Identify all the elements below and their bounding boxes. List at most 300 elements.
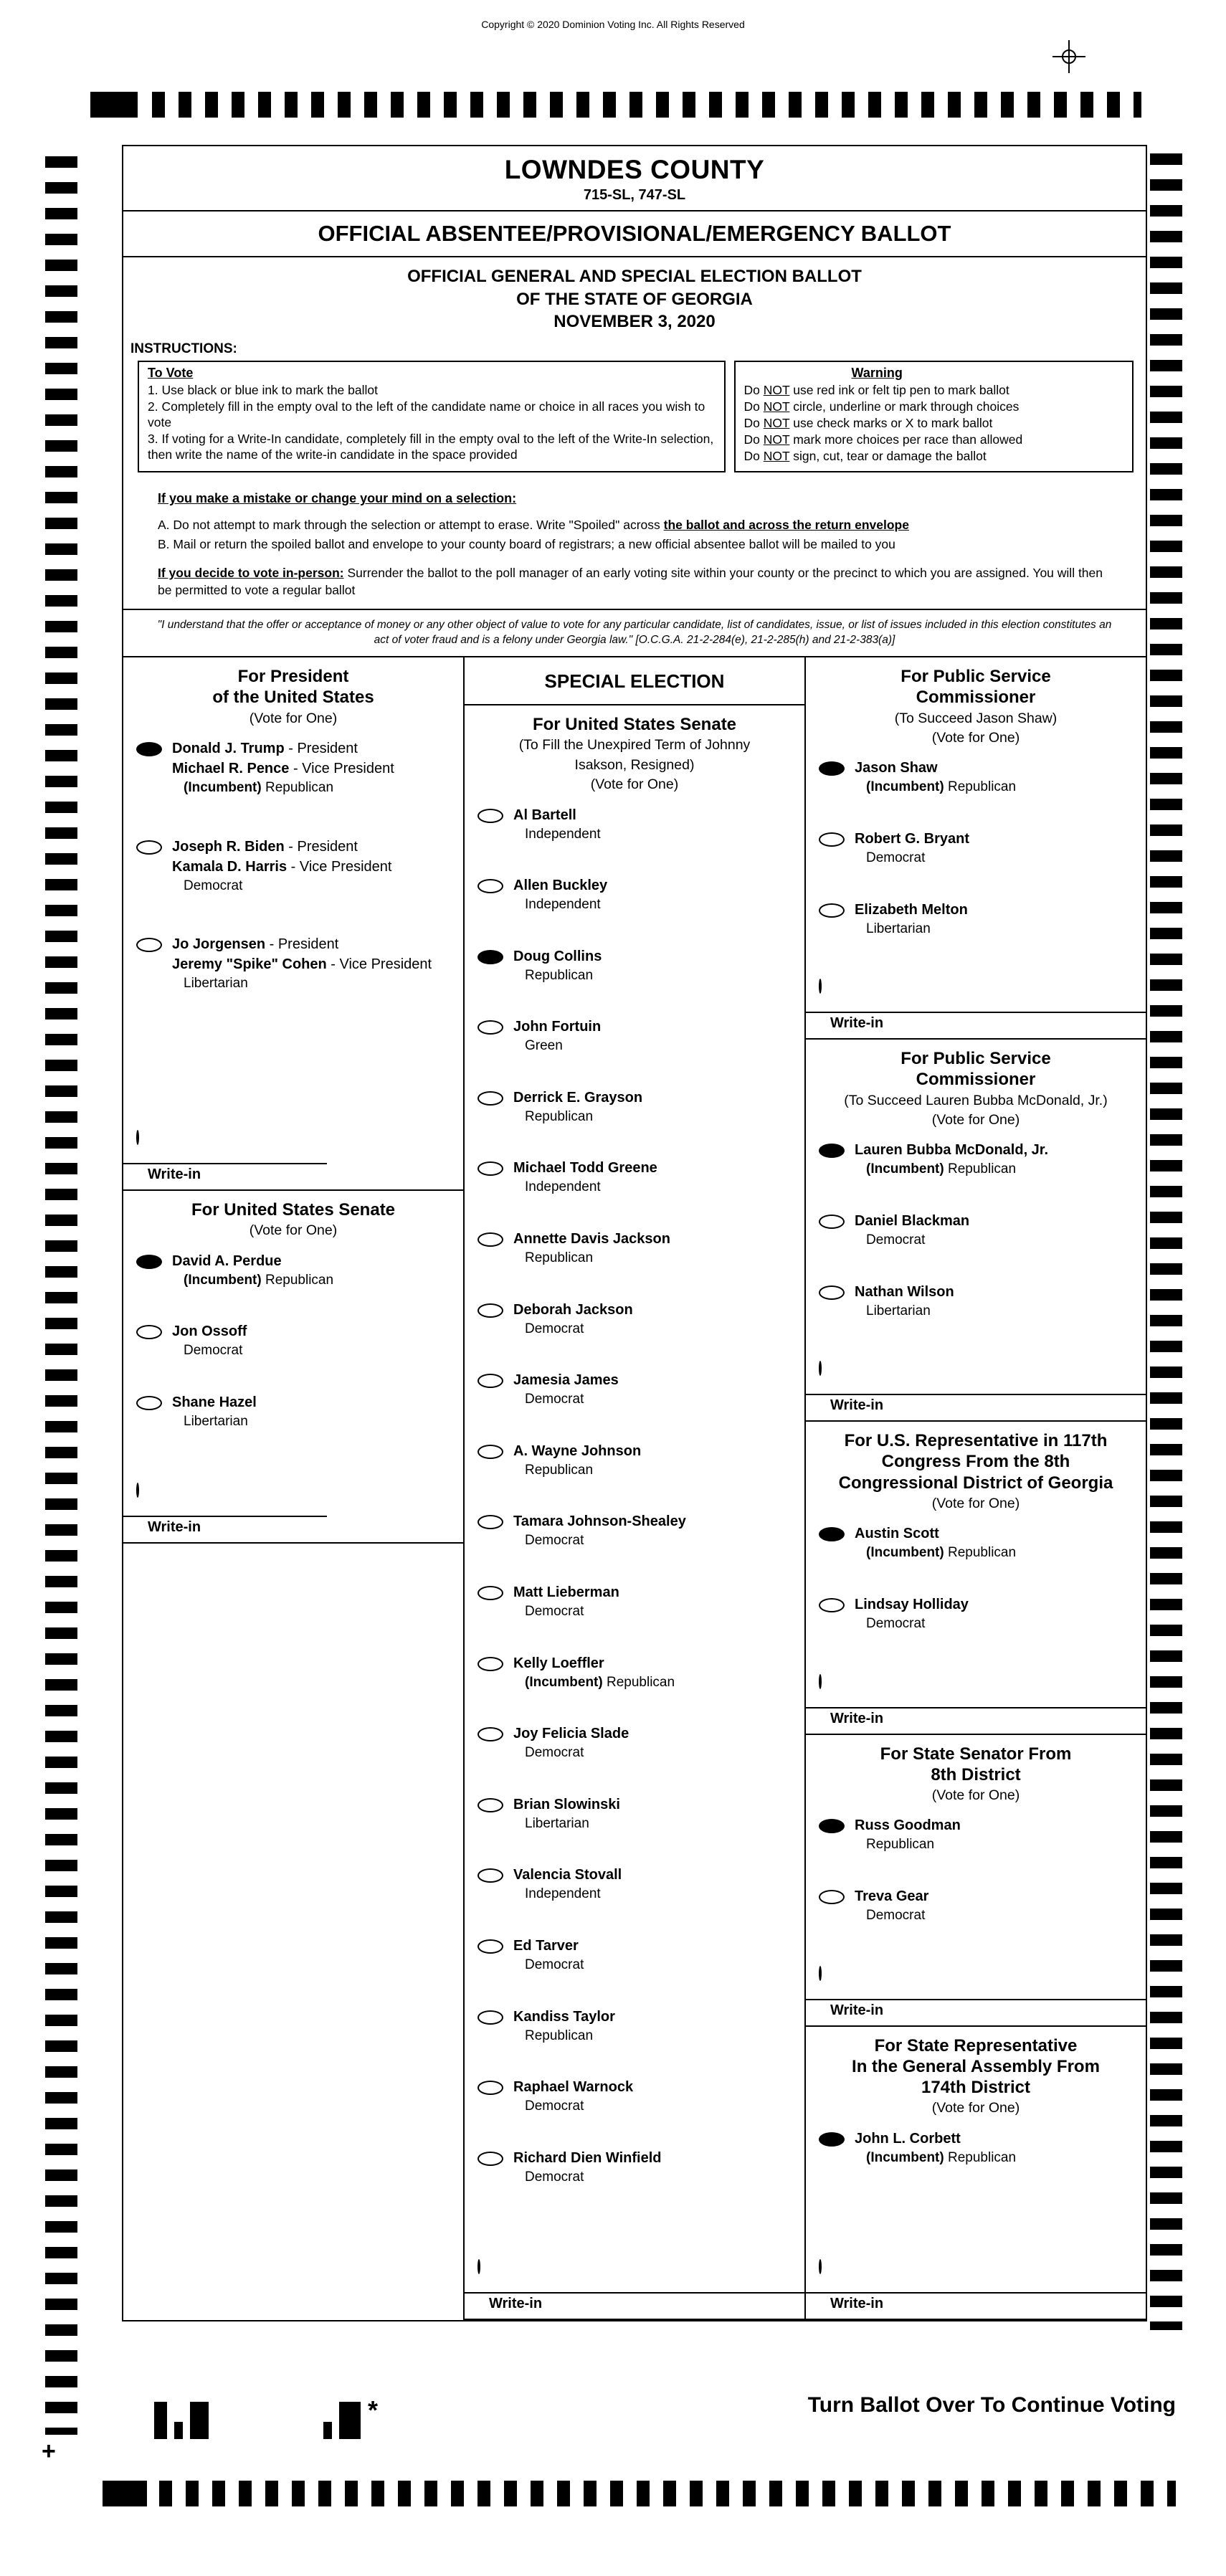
contest-title-line: For State Senator From — [880, 1744, 1072, 1764]
candidate-info — [855, 1886, 928, 1926]
contest-title-line: For United States Senate — [532, 715, 737, 735]
warning-not-emphasis: NOT — [763, 448, 790, 463]
warning-instruction: Do NOT circle, underline or mark through choices — [743, 399, 1020, 414]
vote-oval-filled[interactable] — [136, 742, 162, 756]
candidate-name: Jo Jorgensen - President — [172, 936, 339, 953]
vote-oval-filled[interactable] — [819, 761, 845, 776]
candidate-name-bold: Allen Buckley — [513, 878, 608, 894]
candidate-party: Democrat — [525, 2099, 584, 2114]
candidate-info — [513, 946, 602, 986]
candidate-party: Green — [525, 1038, 563, 1054]
ballot-header-county — [123, 146, 1146, 212]
candidate-info — [513, 2007, 615, 2046]
vote-oval-empty[interactable] — [477, 1798, 503, 1812]
candidate-party: Democrat — [866, 850, 926, 866]
in-person-note — [158, 564, 1111, 599]
candidate-party: (Incumbent) Republican — [184, 780, 334, 796]
vote-oval-empty[interactable] — [477, 2010, 503, 2025]
barcode-bar — [154, 2402, 167, 2439]
candidate-info — [855, 1282, 954, 1321]
candidate-row — [123, 1321, 463, 1361]
candidate-name-bold: Annette Davis Jackson — [513, 1231, 670, 1247]
candidate-row — [806, 1886, 1146, 1926]
vote-oval-empty[interactable] — [477, 1232, 503, 1247]
candidate-row — [806, 1282, 1146, 1321]
vote-oval-empty[interactable] — [477, 1445, 503, 1459]
vote-oval-empty[interactable] — [819, 903, 845, 918]
candidate-name — [855, 1282, 954, 1302]
candidate-row — [465, 1582, 804, 1622]
candidate-party: Democrat — [866, 1615, 926, 1631]
candidate-name — [513, 1724, 629, 1744]
to-vote-instruction: 1. Use black or blue ink to mark the ballot — [148, 382, 378, 397]
candidate-name — [172, 1251, 333, 1271]
write-in-row — [123, 1163, 463, 1189]
write-in-oval[interactable] — [819, 2259, 822, 2274]
candidate-info — [513, 1158, 657, 1197]
contest-title-line: Commissioner — [916, 1070, 1036, 1090]
candidate-info — [513, 1017, 601, 1056]
vote-oval-empty[interactable] — [477, 1020, 503, 1035]
vote-oval-empty[interactable] — [477, 1727, 503, 1741]
warning-instruction: Do NOT use check marks or X to mark ballot — [743, 415, 993, 430]
incumbent-label: (Incumbent) — [525, 1674, 607, 1690]
vote-oval-empty[interactable] — [477, 1515, 503, 1529]
candidate-name-bold: Brian Slowinski — [513, 1796, 620, 1812]
candidate-name — [513, 1370, 619, 1390]
candidate-party: Independent — [525, 897, 601, 913]
contest-area — [123, 656, 1146, 2320]
vote-oval-empty[interactable] — [477, 1161, 503, 1176]
write-in-oval[interactable] — [136, 1483, 139, 1498]
vote-oval-empty[interactable] — [136, 938, 162, 952]
vote-oval-empty[interactable] — [477, 809, 503, 823]
candidate-party: Democrat — [866, 1908, 926, 1924]
candidate-name-bold: Joy Felicia Slade — [513, 1726, 629, 1742]
vote-oval-filled[interactable] — [477, 950, 503, 964]
barcode-bar — [339, 2402, 361, 2439]
candidate-row — [465, 1229, 804, 1268]
vote-oval-empty[interactable] — [477, 1586, 503, 1600]
candidate-name-bold: Richard Dien Winfield — [513, 2149, 662, 2166]
candidate-info — [513, 875, 607, 915]
candidate-name-bold: Jeremy "Spike" Cohen — [172, 956, 327, 973]
candidate-row — [465, 1300, 804, 1339]
vote-oval-empty[interactable] — [819, 832, 845, 847]
candidate-party: Libertarian — [866, 1303, 931, 1318]
vote-oval-empty[interactable] — [819, 1890, 845, 1904]
candidate-row — [806, 829, 1146, 868]
contest-subtitle-line: (Vote for One) — [249, 710, 338, 726]
candidate-party: Libertarian — [184, 976, 248, 992]
vote-oval-empty[interactable] — [477, 2081, 503, 2095]
candidate-name-bold: Valencia Stovall — [513, 1867, 622, 1883]
candidate-name-bold: A. Wayne Johnson — [513, 1443, 642, 1459]
candidate-name — [855, 758, 1016, 778]
timing-mark-top-lead — [90, 92, 138, 118]
contest-title-line: For President — [237, 667, 349, 687]
candidate-name — [513, 1088, 642, 1108]
candidate-row — [806, 2129, 1146, 2168]
barcode-bar — [190, 2402, 209, 2439]
candidate-row — [806, 1594, 1146, 1634]
candidate-party: Republican — [525, 1462, 594, 1478]
candidate-name — [855, 900, 968, 920]
write-in-row — [465, 2292, 804, 2319]
candidate-name — [513, 2077, 633, 2097]
candidate-info — [855, 1211, 969, 1250]
candidate-row — [123, 934, 463, 994]
vote-oval-empty[interactable] — [819, 1215, 845, 1229]
candidate-row — [806, 1211, 1146, 1250]
barcode-bar — [174, 2422, 183, 2439]
ballot-barcode — [154, 2395, 379, 2439]
write-in-oval-row — [123, 1121, 463, 1163]
candidate-row — [465, 1017, 804, 1056]
candidate-name-bold: Kelly Loeffler — [513, 1655, 604, 1671]
candidate-party: Democrat — [525, 1604, 584, 1620]
write-in-label: Write-in — [830, 1015, 884, 1032]
candidate-name — [513, 1300, 633, 1320]
registration-plus-mark: + — [42, 2438, 56, 2465]
candidate-info — [855, 758, 1016, 797]
warning-list — [744, 382, 1124, 464]
contest-title-line: of the United States — [212, 688, 374, 708]
candidate-name-bold: Austin Scott — [855, 1526, 939, 1542]
candidate-name-bold: Joseph R. Biden — [172, 838, 285, 855]
candidate-row — [123, 837, 463, 896]
candidate-info — [855, 1815, 961, 1855]
candidate-party: Libertarian — [184, 1414, 248, 1430]
to-vote-title: To Vote — [148, 366, 194, 381]
vote-oval-empty[interactable] — [477, 1374, 503, 1388]
candidate-name — [855, 2129, 1016, 2149]
candidate-name-bold: Kamala D. Harris — [172, 858, 288, 875]
candidate-name-bold: Donald J. Trump — [172, 741, 285, 757]
vote-oval-empty[interactable] — [819, 1285, 845, 1300]
candidate-name-bold: Jamesia James — [513, 1372, 619, 1389]
candidate-info — [172, 934, 432, 994]
contest-us-senate — [123, 1191, 463, 1544]
write-in-oval-row — [806, 1352, 1146, 1394]
write-in-oval[interactable] — [819, 979, 822, 994]
candidate-info — [172, 1321, 247, 1361]
vote-oval-empty[interactable] — [819, 1598, 845, 1612]
candidate-info — [172, 1392, 257, 1432]
candidate-row — [123, 1392, 463, 1432]
to-vote-list — [148, 382, 716, 462]
warning-box — [734, 361, 1134, 472]
vote-oval-filled[interactable] — [819, 1144, 845, 1158]
candidate-name: Kamala D. Harris - Vice President — [172, 858, 392, 875]
contest-header-us-senate — [123, 1191, 463, 1251]
candidate-name-bold: Daniel Blackman — [855, 1213, 970, 1230]
vote-oval-empty[interactable] — [477, 1868, 503, 1883]
warning-not-emphasis: NOT — [763, 399, 790, 414]
vote-oval-empty[interactable] — [136, 840, 162, 855]
candidate-row — [465, 1441, 804, 1481]
candidate-name — [513, 1158, 657, 1178]
candidate-name-bold: Lauren Bubba McDonald, Jr. — [855, 1142, 1049, 1159]
candidate-name-bold: Jo Jorgensen — [172, 936, 266, 953]
timing-mark-bottom-lead — [103, 2481, 147, 2506]
incumbent-label: (Incumbent) — [866, 1161, 948, 1177]
candidate-name — [513, 2007, 615, 2027]
candidate-name-bold: Kandiss Taylor — [513, 2008, 615, 2025]
candidate-name-bold: Ed Tarver — [513, 1938, 579, 1954]
write-in-oval-row — [806, 2251, 1146, 2292]
contest-title-line: In the General Assembly From — [852, 2056, 1100, 2076]
candidate-row — [465, 1088, 804, 1127]
candidate-name — [513, 1441, 641, 1461]
candidate-row — [465, 1511, 804, 1551]
candidate-name-bold: Michael Todd Greene — [513, 1160, 657, 1177]
candidate-name — [513, 1795, 620, 1815]
candidate-name-bold: Derrick E. Grayson — [513, 1089, 643, 1106]
ballot-column-2 — [463, 657, 804, 2320]
contest-subtitle-line: (Vote for One) — [931, 730, 1020, 746]
candidate-name — [513, 1865, 622, 1885]
ballot-column-1 — [123, 657, 463, 2320]
candidate-info — [855, 1594, 969, 1634]
timing-marks-bottom — [159, 2481, 1176, 2506]
write-in-oval-row — [806, 1665, 1146, 1707]
registration-crosshair-icon — [1052, 40, 1085, 73]
write-in-oval[interactable] — [477, 2259, 480, 2274]
candidate-name-bold: David A. Perdue — [172, 1253, 282, 1269]
election-title-block — [123, 257, 1146, 338]
contest-subtitle-line: (Vote for One) — [590, 776, 679, 793]
write-in-row — [806, 1707, 1146, 1734]
candidate-name — [513, 946, 602, 966]
contest-title-line: 8th District — [931, 1764, 1021, 1784]
contest-state-senator-8 — [806, 1735, 1146, 2027]
contest-subtitle-line: (To Succeed Lauren Bubba McDonald, Jr.) — [844, 1092, 1108, 1108]
ballot-title: OFFICIAL ABSENTEE/PROVISIONAL/EMERGENCY BALLOT — [123, 212, 1146, 257]
mistake-title: If you make a mistake or change your mind on a selection: — [158, 490, 517, 505]
to-vote-instruction: 2. Completely fill in the empty oval to the left of the candidate name or choice in all races you wish to vote — [148, 399, 705, 429]
barcode-gap — [216, 2438, 316, 2439]
ballot-column-3 — [804, 657, 1146, 2320]
write-in-oval[interactable] — [819, 1361, 822, 1376]
candidate-row — [465, 2007, 804, 2046]
write-in-label: Write-in — [830, 1710, 884, 1726]
vote-oval-filled[interactable] — [819, 2132, 845, 2147]
vote-oval-empty[interactable] — [477, 1939, 503, 1954]
candidate-row — [465, 1724, 804, 1763]
in-person-lead: If you decide to vote in-person: — [158, 566, 344, 581]
write-in-row — [123, 1516, 463, 1542]
candidate-info — [855, 829, 969, 868]
copyright-text: Copyright © 2020 Dominion Voting Inc. All Rights Reserved — [481, 19, 745, 30]
candidate-party: (Incumbent) Republican — [866, 1161, 1017, 1177]
timing-marks-right — [1150, 153, 1182, 2330]
warning-not-emphasis: NOT — [763, 432, 790, 447]
candidate-name-bold: Tamara Johnson-Shealey — [513, 1513, 686, 1530]
mistake-section — [158, 490, 1111, 599]
election-subtitle: OF THE STATE OF GEORGIA — [516, 289, 753, 309]
candidate-row — [806, 1524, 1146, 1563]
contest-title-line: For State Representative — [874, 2035, 1078, 2055]
candidate-party: (Incumbent) Republican — [525, 1674, 675, 1690]
candidate-row — [806, 1815, 1146, 1855]
warning-not-emphasis: NOT — [763, 382, 790, 397]
contest-header-president — [123, 657, 463, 738]
candidate-party: Democrat — [866, 1232, 926, 1248]
candidate-name — [513, 805, 601, 825]
candidate-name-bold: John Fortuin — [513, 1019, 602, 1035]
vote-oval-empty[interactable] — [477, 1303, 503, 1318]
candidate-name-bold: Elizabeth Melton — [855, 901, 968, 918]
candidate-info — [513, 1088, 642, 1127]
write-in-row — [806, 1999, 1146, 2025]
contest-title-line: Commissioner — [916, 688, 1036, 708]
write-in-label: Write-in — [489, 2296, 543, 2311]
candidate-info — [513, 805, 601, 845]
candidate-party: Independent — [525, 826, 601, 842]
candidate-name — [172, 1392, 257, 1412]
candidate-info — [513, 1511, 686, 1551]
contest-subtitle-line: (To Succeed Jason Shaw) — [894, 710, 1058, 726]
write-in-oval-row — [806, 970, 1146, 1012]
candidate-name — [513, 875, 607, 895]
candidate-name — [855, 1524, 1016, 1544]
in-person-text: Surrender the ballot to the poll manager of an early voting site within your county or the precinct to which you are assigned. You will then be permitted to vote a regular ballot — [158, 566, 1103, 598]
candidate-name-bold: Nathan Wilson — [855, 1283, 954, 1300]
incumbent-label: (Incumbent) — [866, 2149, 948, 2165]
candidate-info — [513, 1936, 584, 1975]
candidate-party: (Incumbent) Republican — [184, 1272, 334, 1288]
candidate-name — [513, 1511, 686, 1531]
candidate-name-bold: Treva Gear — [855, 1888, 929, 1905]
candidate-info — [513, 1370, 619, 1410]
to-vote-box — [138, 361, 726, 472]
write-in-row — [806, 2292, 1146, 2319]
candidate-name-bold: Robert G. Bryant — [855, 831, 970, 847]
mistake-item-b: B. Mail or return the spoiled ballot and envelope to your county board of registrars; a new official absentee ballot will be mailed to you — [158, 536, 895, 551]
contest-subtitle-line: (To Fill the Unexpired Term of Johnny — [518, 737, 751, 754]
vote-oval-filled[interactable] — [819, 1527, 845, 1541]
candidate-name — [513, 1936, 584, 1956]
vote-oval-empty[interactable] — [477, 1091, 503, 1106]
write-in-oval[interactable] — [819, 1966, 822, 1981]
candidate-row — [465, 1795, 804, 1834]
candidate-name-bold: Doug Collins — [513, 948, 602, 964]
candidate-name-bold: Matt Lieberman — [513, 1584, 619, 1601]
candidate-info — [513, 1300, 633, 1339]
vote-oval-empty[interactable] — [477, 879, 503, 893]
candidate-name — [172, 1321, 247, 1341]
candidate-row — [123, 738, 463, 798]
vote-oval-filled[interactable] — [819, 1819, 845, 1833]
write-in-label: Write-in — [830, 1397, 884, 1414]
candidate-name — [513, 2148, 662, 2168]
candidate-name-bold: John L. Corbett — [855, 2130, 961, 2147]
instructions-label: INSTRUCTIONS: — [130, 341, 237, 357]
candidate-name — [513, 1017, 601, 1037]
warning-title: Warning — [851, 366, 903, 381]
candidate-name: Donald J. Trump - President — [172, 741, 358, 757]
legal-statement: "I understand that the offer or acceptance of money or any other object of value to vote for any particular candidate, list of candidates, issue, or list of issues included in this election constitutes an act of voter fraud and is a felony under Georgia law." [O.C.G.A. 21-2-284(e), 21-2-285(h) and 21-2-383(a)] — [123, 609, 1146, 656]
candidate-info — [855, 1524, 1016, 1563]
ballot — [122, 145, 1147, 2321]
candidate-info — [855, 1140, 1048, 1179]
candidate-name — [855, 1140, 1048, 1160]
contest-header-psc-shaw — [806, 657, 1146, 758]
candidate-info — [513, 1229, 670, 1268]
candidate-name — [855, 1886, 928, 1906]
candidate-row — [123, 1251, 463, 1291]
candidate-info — [513, 1724, 629, 1763]
candidate-info — [172, 837, 391, 896]
contest-subtitle-line: (Vote for One) — [249, 1222, 338, 1239]
candidate-name-bold: Deborah Jackson — [513, 1301, 633, 1318]
vote-oval-filled[interactable] — [136, 1255, 162, 1269]
candidate-name — [855, 1594, 969, 1615]
contest-subtitle-line: (Vote for One) — [931, 1496, 1020, 1512]
contest-subtitle-line: Isakson, Resigned) — [574, 756, 695, 773]
turn-ballot-over-text: Turn Ballot Over To Continue Voting — [807, 2393, 1176, 2417]
vote-oval-empty[interactable] — [477, 2152, 503, 2166]
warning-instruction: Do NOT sign, cut, tear or damage the ballot — [743, 448, 987, 463]
write-in-oval[interactable] — [136, 1130, 139, 1145]
election-title: OFFICIAL GENERAL AND SPECIAL ELECTION BALLOT — [407, 267, 862, 286]
candidate-party: Republican — [525, 967, 594, 983]
candidate-name-bold: Shane Hazel — [172, 1394, 257, 1411]
candidate-party: Republican — [525, 1108, 594, 1124]
candidate-party: Democrat — [525, 2169, 584, 2185]
candidate-party: (Incumbent) Republican — [866, 1545, 1017, 1561]
candidate-party: Democrat — [525, 1533, 584, 1549]
write-in-oval-row — [806, 1957, 1146, 1999]
write-in-label: Write-in — [148, 1519, 201, 1536]
barcode-bar — [323, 2422, 332, 2439]
candidate-row — [465, 2077, 804, 2116]
candidate-info — [513, 1441, 641, 1481]
candidate-row — [465, 1865, 804, 1904]
candidate-row — [465, 1158, 804, 1197]
ballot-style: 715-SL, 747-SL — [583, 187, 686, 203]
candidate-name — [855, 1815, 961, 1835]
candidate-name-bold: Jon Ossoff — [172, 1323, 247, 1340]
incumbent-label: (Incumbent) — [184, 1272, 265, 1288]
vote-oval-empty[interactable] — [477, 1657, 503, 1671]
warning-not-emphasis: NOT — [763, 415, 790, 430]
candidate-row — [465, 2148, 804, 2187]
incumbent-label: (Incumbent) — [184, 780, 265, 796]
mistake-item-a — [158, 516, 1111, 533]
candidate-info — [172, 1251, 333, 1291]
candidate-info — [513, 1582, 619, 1622]
candidate-row — [465, 875, 804, 915]
contest-header-us-rep-117-8 — [806, 1422, 1146, 1524]
contest-header-state-senator-8 — [806, 1735, 1146, 1816]
candidate-party: Republican — [525, 2028, 594, 2043]
vote-oval-empty[interactable] — [136, 1325, 162, 1339]
candidate-party: Democrat — [525, 1957, 584, 1973]
candidate-name — [855, 1211, 969, 1231]
write-in-row — [806, 1394, 1146, 1420]
contest-title-line: For Public Service — [901, 1049, 1051, 1069]
contest-subtitle-line: (Vote for One) — [931, 2100, 1020, 2116]
candidate-party: Republican — [866, 1837, 935, 1853]
write-in-label: Write-in — [830, 2296, 884, 2311]
write-in-oval[interactable] — [819, 1674, 822, 1689]
vote-oval-empty[interactable] — [136, 1396, 162, 1410]
candidate-name — [855, 829, 969, 849]
mistake-item-a-emphasis: the ballot and across the return envelope — [663, 517, 909, 532]
candidate-party: Democrat — [525, 1392, 584, 1407]
